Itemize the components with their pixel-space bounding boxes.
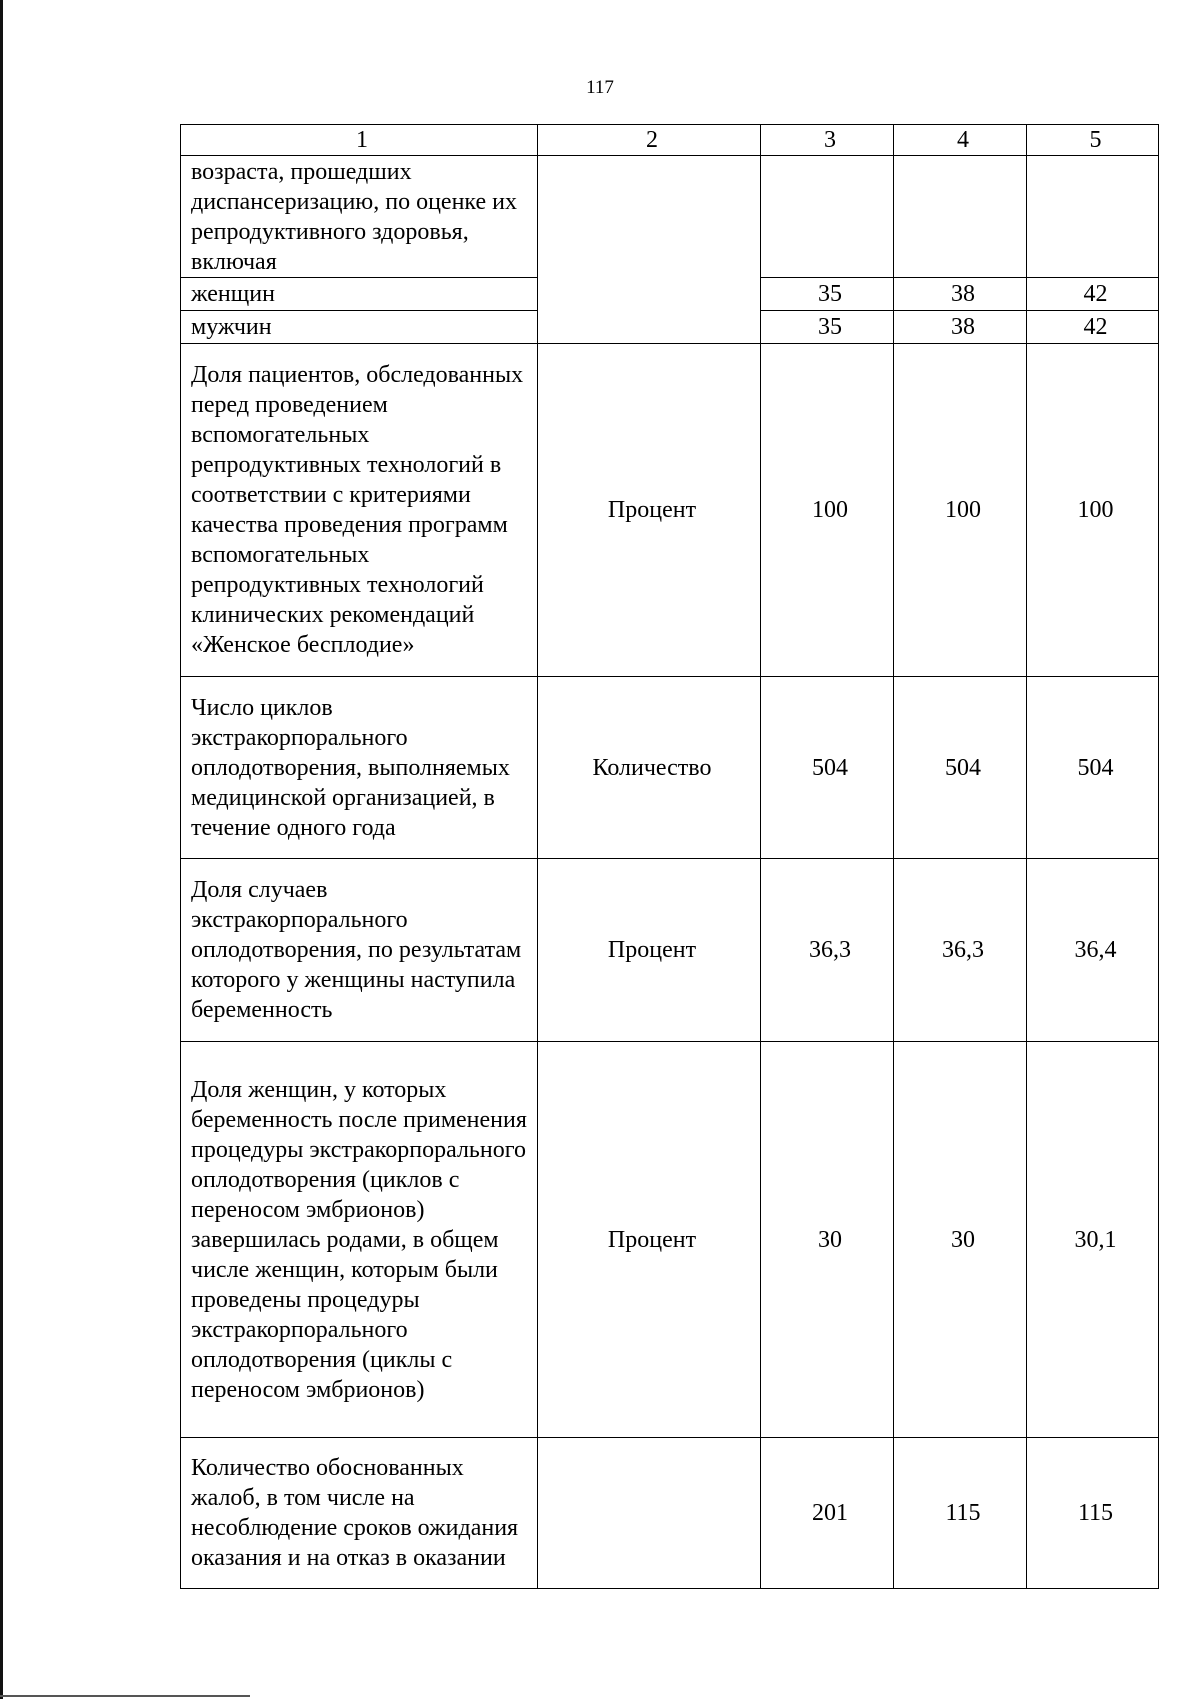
indicator-cell: Число циклов экстракорпорального оплодотворения, выполняемых медицинской организацией, в течение одного года: [181, 677, 538, 859]
indicator-cell: Доля пациентов, обследованных перед проведением вспомогательных репродуктивных технологий в соответствии с критериями качества проведения программ вспомогательных репродуктивных технологий клинических рекомендаций «Женское бесплодие»: [181, 344, 538, 677]
value-cell: 100: [894, 344, 1027, 677]
value-cell: 38: [894, 311, 1027, 344]
value-cell: 35: [761, 311, 894, 344]
unit-cell: Процент: [538, 344, 761, 677]
column-header: 4: [894, 125, 1027, 156]
column-header: 1: [181, 125, 538, 156]
page-number: 117: [586, 77, 614, 98]
scan-left-edge: [0, 0, 3, 1699]
column-header: 3: [761, 125, 894, 156]
value-cell: 36,3: [761, 859, 894, 1042]
value-cell: 115: [894, 1438, 1027, 1589]
value-cell: 115: [1027, 1438, 1159, 1589]
column-header: 5: [1027, 125, 1159, 156]
scan-bottom-edge: [0, 1695, 250, 1697]
value-cell: 36,4: [1027, 859, 1159, 1042]
value-cell: 504: [1027, 677, 1159, 859]
value-cell: 30: [894, 1042, 1027, 1438]
unit-cell: Процент: [538, 859, 761, 1042]
value-cell: 38: [894, 278, 1027, 311]
value-cell: 504: [894, 677, 1027, 859]
value-cell: 42: [1027, 278, 1159, 311]
value-cell: 504: [761, 677, 894, 859]
value-cell: 36,3: [894, 859, 1027, 1042]
value-cell: [1027, 156, 1159, 278]
table-row: [181, 1438, 1159, 1589]
value-cell: 100: [1027, 344, 1159, 677]
value-cell: 100: [761, 344, 894, 677]
unit-cell: [538, 156, 761, 344]
indicator-cell: Доля женщин, у которых беременность после применения процедуры экстракорпорального оплодотворения (циклов с переносом эмбрионов) завершилась родами, в общем числе женщин, которым были проведены процедуры экстракорпорального оплодотворения (циклы с переносом эмбрионов): [181, 1042, 538, 1438]
unit-cell: Количество: [538, 677, 761, 859]
value-cell: 35: [761, 278, 894, 311]
table-header-row: [181, 125, 1159, 156]
indicator-cell: Доля случаев экстракорпорального оплодотворения, по результатам которого у женщины наступила беременность: [181, 859, 538, 1042]
value-cell: 201: [761, 1438, 894, 1589]
table-row: [181, 677, 1159, 859]
value-cell: 42: [1027, 311, 1159, 344]
value-cell: [894, 156, 1027, 278]
indicators-table: [180, 124, 1159, 1589]
table-row: [181, 859, 1159, 1042]
table-row: [181, 156, 1159, 278]
indicator-cell: Количество обоснованных жалоб, в том числе на несоблюдение сроков ожидания оказания и на отказ в оказании: [181, 1438, 538, 1589]
table-row: [181, 1042, 1159, 1438]
table-row: [181, 344, 1159, 677]
value-cell: [761, 156, 894, 278]
indicator-cell: возраста, прошедших диспансеризацию, по оценке их репродуктивного здоровья, включая: [181, 156, 538, 278]
column-header: 2: [538, 125, 761, 156]
indicator-cell: женщин: [181, 278, 538, 311]
unit-cell: Процент: [538, 1042, 761, 1438]
indicator-cell: мужчин: [181, 311, 538, 344]
value-cell: 30,1: [1027, 1042, 1159, 1438]
value-cell: 30: [761, 1042, 894, 1438]
unit-cell: [538, 1438, 761, 1589]
